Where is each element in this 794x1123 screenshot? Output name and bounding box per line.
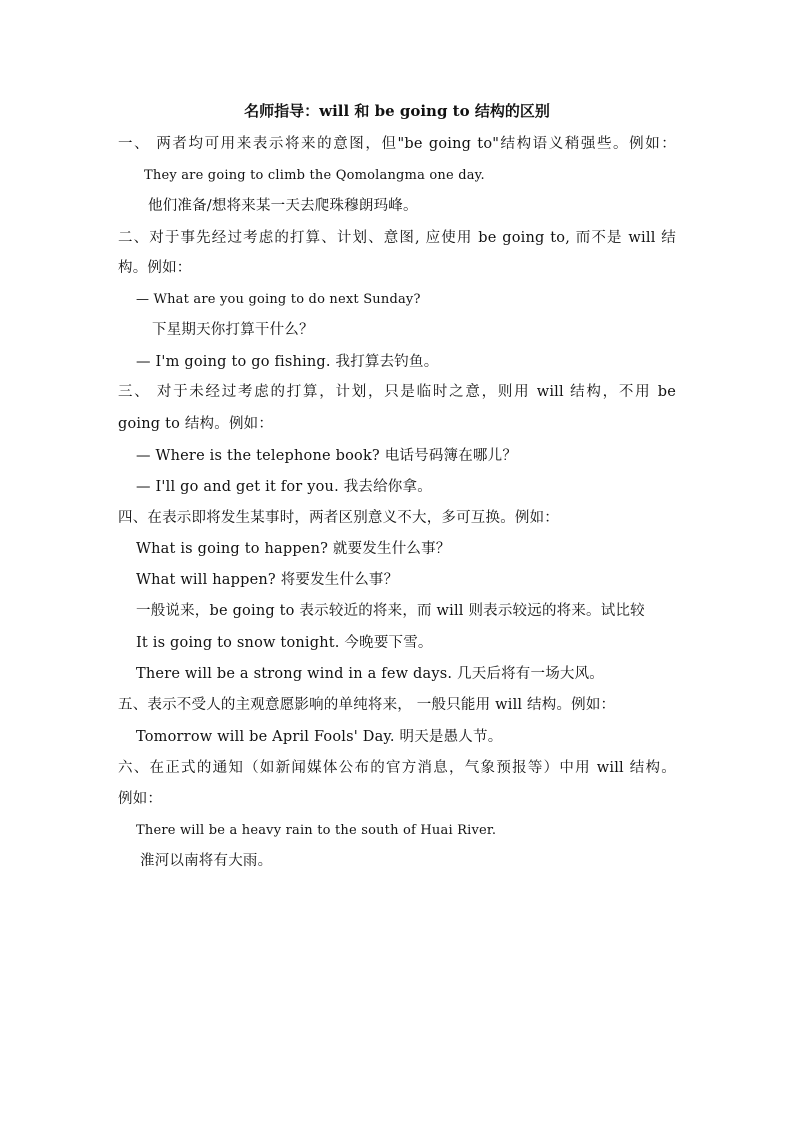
example-sentence-english: They are going to climb the Qomolangma one day.	[144, 168, 485, 183]
example-sentence-chinese: 淮河以南将有大雨。	[140, 853, 273, 869]
section-6-heading-continued: 例如：	[118, 791, 163, 807]
example-sentence: What is going to happen? 就要发生什么事？	[136, 541, 451, 557]
document-title: 名师指导：will 和 be going to 结构的区别	[244, 102, 550, 120]
dialogue-question-chinese: 下星期天你打算干什么？	[152, 322, 314, 338]
dialogue-question: — Where is the telephone book? 电话号码簿在哪儿？	[136, 448, 518, 464]
section-1-heading: 一、 两者均可用来表示将来的意图，但"be going to"结构语义稍强些。例如：	[118, 136, 676, 152]
example-sentence-chinese: 他们准备/想将来某一天去爬珠穆朗玛峰。	[148, 198, 418, 214]
example-sentence: Tomorrow will be April Fools' Day. 明天是愚人节。	[136, 729, 503, 745]
section-6-heading: 六、在正式的通知（如新闻媒体公布的官方消息，气象预报等）中用 will 结构。	[118, 760, 676, 776]
section-3-heading-continued: going to 结构。例如：	[118, 416, 274, 432]
example-sentence: There will be a strong wind in a few days. 几天后将有一场大风。	[136, 666, 604, 682]
dialogue-answer: — I'll go and get it for you. 我去给你拿。	[136, 479, 432, 495]
example-sentence: It is going to snow tonight. 今晚要下雪。	[136, 635, 433, 651]
section-4-heading: 四、在表示即将发生某事时，两者区别意义不大，多可互换。例如：	[118, 510, 559, 526]
section-2-heading-continued: 构。例如：	[118, 260, 192, 276]
example-sentence: What will happen? 将要发生什么事？	[136, 572, 399, 588]
section-5-heading: 五、表示不受人的主观意愿影响的单纯将来， 一般只能用 will 结构。例如：	[118, 697, 616, 713]
dialogue-question: — What are you going to do next Sunday?	[136, 292, 421, 307]
explanation-text: 一般说来，be going to 表示较近的将来，而 will 则表示较远的将来。试比较	[136, 603, 645, 619]
section-3-heading: 三、 对于未经过考虑的打算，计划，只是临时之意，则用 will 结构，不用 be	[118, 384, 676, 400]
dialogue-answer: — I'm going to go fishing. 我打算去钓鱼。	[136, 354, 439, 370]
section-2-heading: 二、对于事先经过考虑的打算、计划、意图, 应使用 be going to, 而不是 will 结	[118, 230, 676, 246]
example-sentence-english: There will be a heavy rain to the south of Huai River.	[136, 823, 497, 838]
